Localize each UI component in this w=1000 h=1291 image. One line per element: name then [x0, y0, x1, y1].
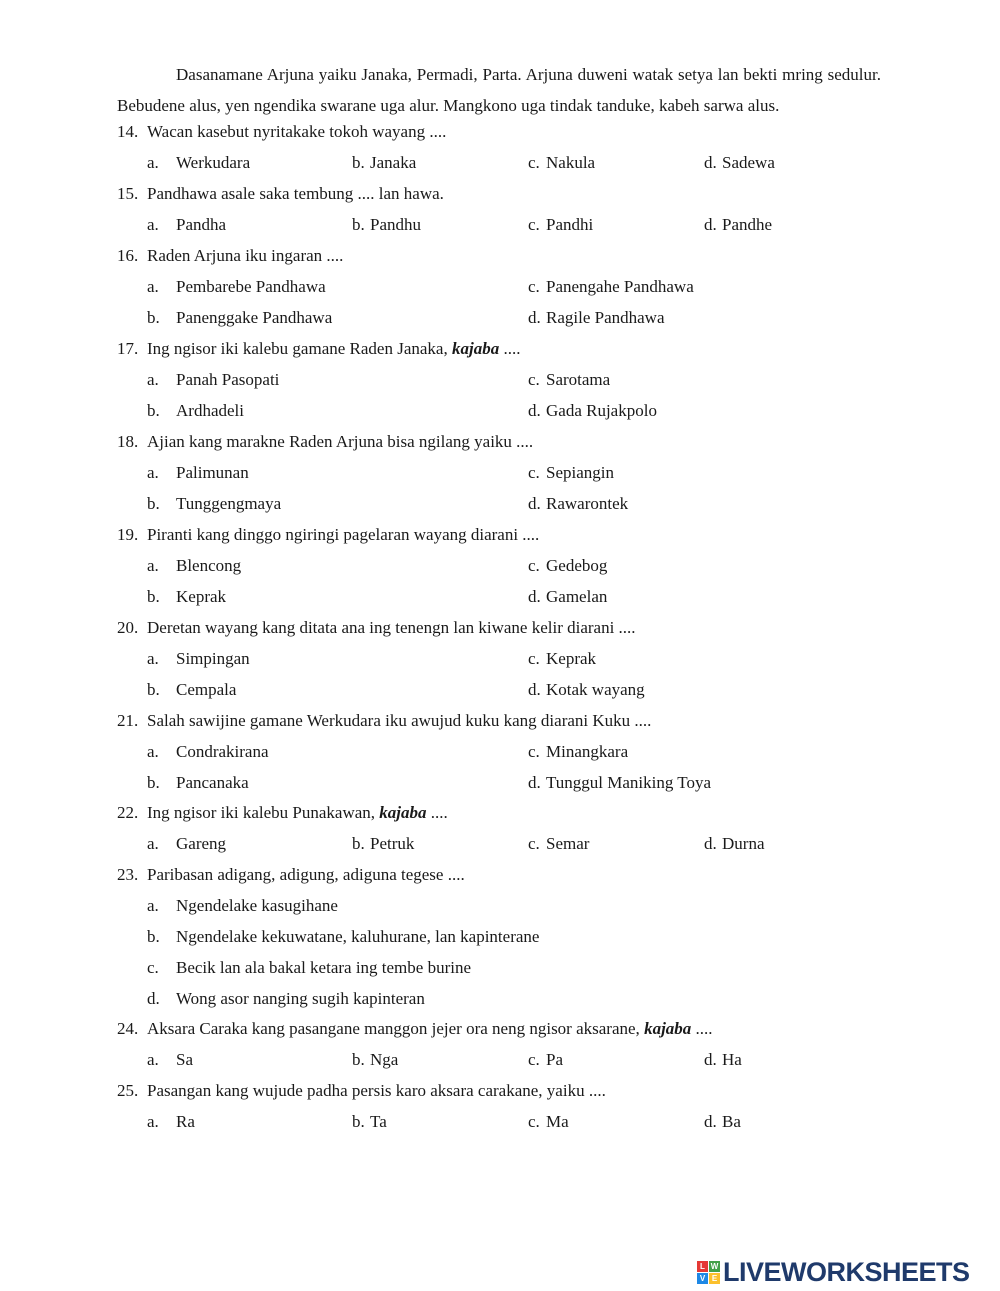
- answer-option: [0, 771, 1000, 795]
- option-letter: c.: [528, 649, 540, 668]
- option-letter: a.: [147, 742, 159, 761]
- option-text: Keprak: [176, 587, 227, 606]
- question-text: [147, 182, 444, 206]
- question-stem: Deretan wayang kang ditata ana ing tenengn lan kiwane kelir diarani ....: [147, 618, 636, 637]
- question-row: [0, 1079, 1000, 1103]
- option-text: Panah Pasopati: [176, 370, 280, 389]
- answer-option: [0, 585, 1000, 609]
- option-text: Wong asor nanging sugih kapinteran: [176, 989, 425, 1008]
- question-text: [147, 337, 520, 361]
- option-letter: a.: [147, 649, 159, 668]
- answer-option: [0, 1048, 1000, 1072]
- option-text: Panenggake Pandhawa: [176, 308, 333, 327]
- option-text: Pandhi: [546, 215, 594, 234]
- option-text: Sa: [176, 1050, 193, 1069]
- option-letter: a.: [147, 153, 159, 172]
- answer-option: [0, 832, 1000, 856]
- answer-option: [0, 925, 1000, 949]
- option-letter: d.: [704, 153, 717, 172]
- option-letter: b.: [352, 153, 365, 172]
- question-text: [147, 430, 533, 454]
- option-text: Condrakirana: [176, 742, 269, 761]
- intro-paragraph: Dasanamane Arjuna yaiku Janaka, Permadi, Parta. Arjuna duweni watak setya lan bekti mring sedulur. Bebudene alus, yen ngendika swarane uga alur. Mangkono uga tindak tanduke, kabeh sarwa alus.: [117, 65, 881, 115]
- option-text: Gedebog: [546, 556, 608, 575]
- option-text: Pandhe: [722, 215, 773, 234]
- option-text: Werkudara: [176, 153, 251, 172]
- option-text: Pandha: [176, 215, 227, 234]
- option-letter: c.: [147, 958, 159, 977]
- question-text: [147, 709, 651, 733]
- option-letter: b.: [352, 1112, 365, 1131]
- logo-square: L: [697, 1261, 708, 1272]
- question-text: [147, 244, 343, 268]
- option-letter: b.: [147, 927, 160, 946]
- answer-option: [0, 306, 1000, 330]
- option-text: Ardhadeli: [176, 401, 244, 420]
- answer-option: [0, 399, 1000, 423]
- liveworksheets-logo: [697, 1255, 970, 1289]
- question-number: 25.: [117, 1081, 139, 1100]
- question-number: 18.: [117, 432, 139, 451]
- question-number: 24.: [117, 1019, 139, 1038]
- option-letter: b.: [352, 215, 365, 234]
- question-number: 16.: [117, 246, 139, 265]
- option-letter: d.: [528, 587, 541, 606]
- option-letter: a.: [147, 277, 159, 296]
- answer-option: [0, 492, 1000, 516]
- answer-option: [0, 956, 1000, 980]
- option-text: Sepiangin: [546, 463, 614, 482]
- option-text: Tunggul Maniking Toya: [546, 773, 712, 792]
- option-text: Rawarontek: [546, 494, 629, 513]
- option-text: Simpingan: [176, 649, 250, 668]
- option-letter: d.: [704, 1112, 717, 1131]
- option-letter: c.: [528, 742, 540, 761]
- option-letter: a.: [147, 1112, 159, 1131]
- question-stem: Wacan kasebut nyritakake tokoh wayang ....: [147, 122, 447, 141]
- option-text: Minangkara: [546, 742, 629, 761]
- option-text: Ngendelake kasugihane: [176, 896, 338, 915]
- question-number: 17.: [117, 339, 139, 358]
- answer-option: [0, 554, 1000, 578]
- option-letter: a.: [147, 834, 159, 853]
- option-text: Sadewa: [722, 153, 775, 172]
- option-letter: b.: [352, 1050, 365, 1069]
- option-letter: b.: [147, 308, 160, 327]
- option-text: Pandhu: [370, 215, 421, 234]
- option-text: Pa: [546, 1050, 563, 1069]
- option-letter: b.: [352, 834, 365, 853]
- option-letter: c.: [528, 153, 540, 172]
- question-tail: ....: [695, 1019, 713, 1038]
- option-text: Panengahe Pandhawa: [546, 277, 694, 296]
- question-stem: Pasangan kang wujude padha persis karo aksara carakane, yaiku ....: [147, 1081, 606, 1100]
- option-text: Gamelan: [546, 587, 608, 606]
- option-letter: c.: [528, 1050, 540, 1069]
- option-letter: c.: [528, 277, 540, 296]
- option-letter: c.: [528, 370, 540, 389]
- emphasis-kajaba: kajaba: [379, 803, 427, 822]
- question-stem: Pandhawa asale saka tembung .... lan hawa.: [147, 184, 444, 203]
- option-letter: b.: [147, 773, 160, 792]
- option-text: Cempala: [176, 680, 237, 699]
- option-text: Kotak wayang: [546, 680, 645, 699]
- logo-square: E: [709, 1273, 720, 1284]
- question-number: 21.: [117, 711, 139, 730]
- question-row: [0, 709, 1000, 733]
- question-text: [147, 120, 446, 144]
- question-row: [0, 523, 1000, 547]
- question-number: 23.: [117, 865, 139, 884]
- question-stem: Salah sawijine gamane Werkudara iku awujud kuku kang diarani Kuku ....: [147, 711, 652, 730]
- question-row: [0, 801, 1000, 825]
- option-letter: a.: [147, 896, 159, 915]
- option-text: Ragile Pandhawa: [546, 308, 665, 327]
- question-stem: Aksara Caraka kang pasangane manggon jejer ora neng ngisor aksarane,: [147, 1019, 640, 1038]
- option-letter: d.: [528, 680, 541, 699]
- question-row: [0, 182, 1000, 206]
- question-text: [147, 801, 448, 825]
- option-text: Ngendelake kekuwatane, kaluhurane, lan kapinterane: [176, 927, 540, 946]
- question-number: 15.: [117, 184, 139, 203]
- logo-text: LIVEWORKSHEETS: [723, 1256, 970, 1287]
- option-text: Durna: [722, 834, 765, 853]
- question-text: [147, 523, 539, 547]
- option-letter: b.: [147, 401, 160, 420]
- logo-square: V: [697, 1273, 708, 1284]
- question-row: [0, 863, 1000, 887]
- answer-option: [0, 678, 1000, 702]
- question-number: 22.: [117, 803, 139, 822]
- question-stem: Raden Arjuna iku ingaran ....: [147, 246, 344, 265]
- question-row: [0, 337, 1000, 361]
- option-text: Ta: [370, 1112, 387, 1131]
- option-text: Semar: [546, 834, 590, 853]
- answer-option: [0, 461, 1000, 485]
- question-stem: Paribasan adigang, adigung, adiguna tegese ....: [147, 865, 465, 884]
- question-row: [0, 430, 1000, 454]
- question-tail: ....: [503, 339, 521, 358]
- option-letter: c.: [528, 556, 540, 575]
- question-tail: ....: [430, 803, 448, 822]
- question-row: [0, 244, 1000, 268]
- option-text: Palimunan: [176, 463, 249, 482]
- logo-icon: [697, 1261, 720, 1284]
- answer-option: [0, 213, 1000, 237]
- option-letter: b.: [147, 587, 160, 606]
- emphasis-kajaba: kajaba: [644, 1019, 692, 1038]
- answer-option: [0, 1110, 1000, 1134]
- emphasis-kajaba: kajaba: [451, 339, 500, 358]
- option-letter: d.: [528, 308, 541, 327]
- option-letter: d.: [704, 215, 717, 234]
- option-letter: d.: [528, 494, 541, 513]
- option-text: Ma: [546, 1112, 569, 1131]
- option-text: Petruk: [370, 834, 415, 853]
- option-letter: a.: [147, 1050, 159, 1069]
- option-text: Gareng: [176, 834, 227, 853]
- question-row: [0, 120, 1000, 144]
- logo-square: W: [710, 1261, 719, 1271]
- question-number: 20.: [117, 618, 139, 637]
- option-text: Blencong: [176, 556, 242, 575]
- option-text: Tunggengmaya: [176, 494, 282, 513]
- question-stem: Ing ngisor iki kalebu gamane Raden Janaka,: [147, 339, 448, 358]
- option-letter: c.: [528, 463, 540, 482]
- option-letter: a.: [147, 556, 159, 575]
- question-text: [147, 616, 636, 640]
- option-letter: d.: [704, 834, 717, 853]
- option-letter: a.: [147, 463, 159, 482]
- answer-option: [0, 275, 1000, 299]
- answer-option: [0, 368, 1000, 392]
- option-text: Becik lan ala bakal ketara ing tembe burine: [176, 958, 472, 977]
- answer-option: [0, 894, 1000, 918]
- option-text: Ha: [722, 1050, 742, 1069]
- option-letter: d.: [528, 401, 541, 420]
- option-text: Sarotama: [546, 370, 611, 389]
- option-letter: b.: [147, 494, 160, 513]
- answer-option: [0, 987, 1000, 1011]
- option-letter: d.: [528, 773, 541, 792]
- answer-option: [0, 740, 1000, 764]
- option-text: Nga: [370, 1050, 399, 1069]
- question-stem: Piranti kang dinggo ngiringi pagelaran wayang diarani ....: [147, 525, 540, 544]
- option-letter: c.: [528, 834, 540, 853]
- option-text: Pancanaka: [176, 773, 249, 792]
- option-letter: c.: [528, 215, 540, 234]
- option-letter: a.: [147, 370, 159, 389]
- option-text: Janaka: [370, 153, 417, 172]
- option-text: Pembarebe Pandhawa: [176, 277, 326, 296]
- answer-option: [0, 151, 1000, 175]
- question-number: 19.: [117, 525, 139, 544]
- option-letter: b.: [147, 680, 160, 699]
- question-row: [0, 616, 1000, 640]
- question-text: [147, 1079, 606, 1103]
- question-stem: Ajian kang marakne Raden Arjuna bisa ngilang yaiku ....: [147, 432, 534, 451]
- option-text: Ba: [722, 1112, 741, 1131]
- option-letter: c.: [528, 1112, 540, 1131]
- option-text: Nakula: [546, 153, 596, 172]
- option-text: Keprak: [546, 649, 597, 668]
- option-text: Gada Rujakpolo: [546, 401, 657, 420]
- question-number: 14.: [117, 122, 139, 141]
- option-text: Ra: [176, 1112, 195, 1131]
- question-stem: Ing ngisor iki kalebu Punakawan,: [147, 803, 376, 822]
- question-row: [0, 1017, 1000, 1041]
- option-letter: d.: [147, 989, 160, 1008]
- question-text: [147, 1017, 713, 1041]
- option-letter: a.: [147, 215, 159, 234]
- answer-option: [0, 647, 1000, 671]
- option-letter: d.: [704, 1050, 717, 1069]
- question-text: [147, 863, 465, 887]
